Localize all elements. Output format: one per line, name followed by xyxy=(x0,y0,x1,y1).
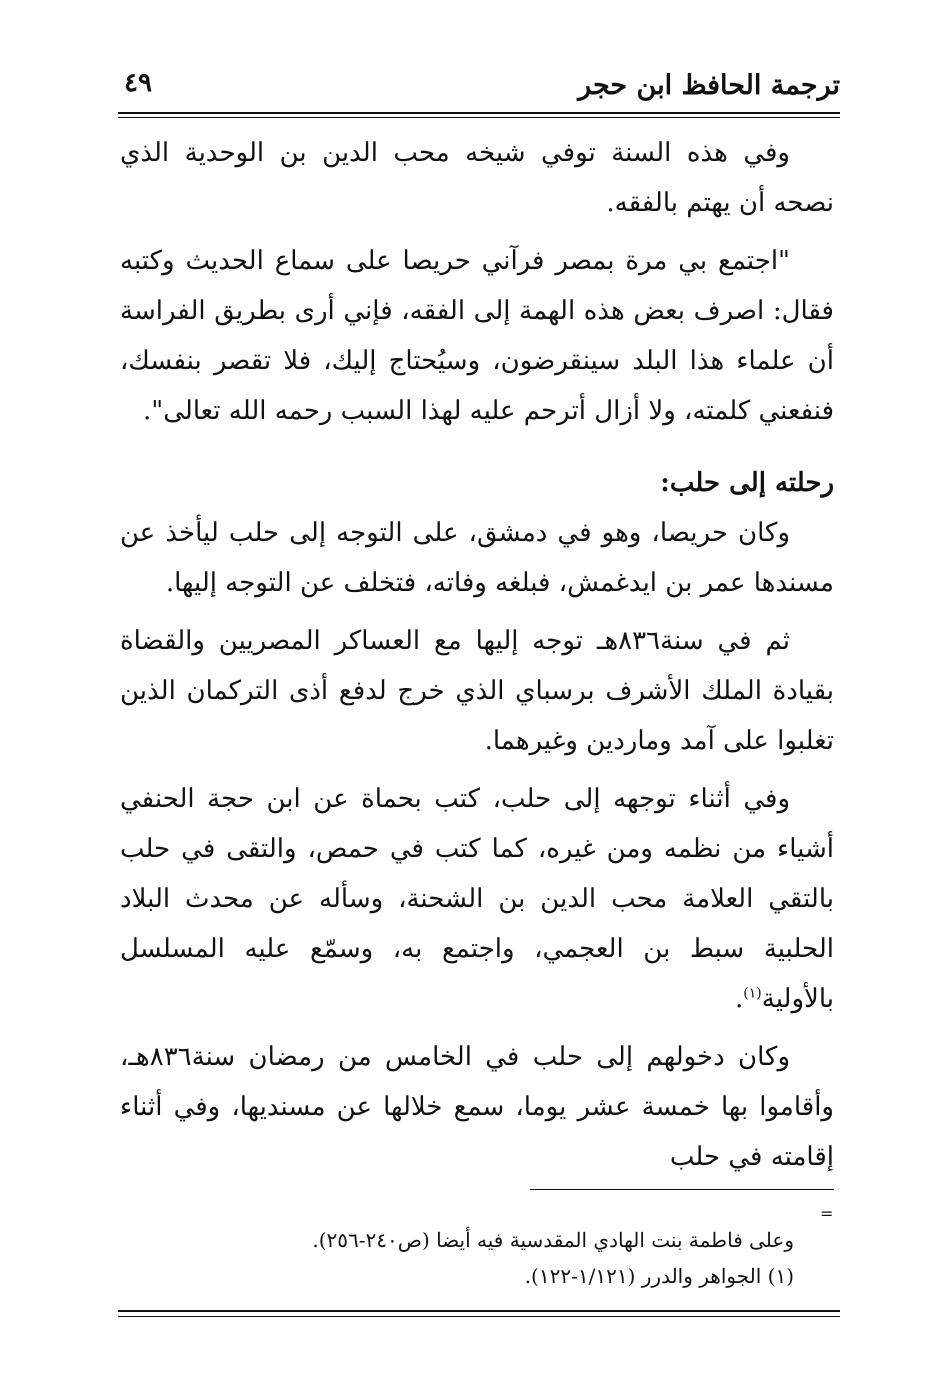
paragraph-quote: "اجتمع بي مرة بمصر فرآني حريصا على سماع الحديث وكتبه فقال: اصرف بعض هذه الهمة إلى الفقه، فإني أرى بطريق الفراسة أن علماء هذا البلد سينقرضون، وسيُحتاج إليك، فلا تقصر بنفسك، فنفعني كلمته، ولا أزال أترحم عليه لهذا السبب رحمه الله تعالى". xyxy=(120,246,834,426)
paragraph-5 xyxy=(120,774,834,1024)
page-number: ٤٩ xyxy=(124,68,152,98)
paragraph-3: وكان حريصا، وهو في دمشق، على التوجه إلى حلب ليأخذ عن مسندها عمر بن ايدغمش، فبلغه وفاته، فتخلف عن التوجه إليها. xyxy=(120,518,834,598)
bottom-rule xyxy=(118,1310,840,1312)
paragraph-4: ثم في سنة٨٣٦هـ توجه إليها مع العساكر المصريين والقضاة بقيادة الملك الأشرف برسباي الذي خرج لدفع أذى التركمان الذين تغلبوا على آمد وماردين وغيرهما. xyxy=(120,626,834,756)
bottom-rule-thin xyxy=(118,1316,840,1317)
main-text xyxy=(120,128,834,1190)
paragraph-5-end: . xyxy=(735,984,744,1014)
paragraph-5-text: وفي أثناء توجهه إلى حلب، كتب بحماة عن ابن حجة الحنفي أشياء من نظمه ومن غيره، كما كتب في حمص، والتقى في حلب بالتقي العلامة محب الدين بن الشحنة، وسأله عن محدث البلاد الحلبية سبط بن العجمي، واجتمع به، وسمّع عليه المسلسل بالأولية xyxy=(120,784,834,1014)
footnote-rule xyxy=(530,1189,834,1190)
header-rule xyxy=(118,112,840,114)
paragraph-6: وكان دخولهم إلى حلب في الخامس من رمضان سنة٨٣٦هـ، وأقاموا بها خمسة عشر يوما، سمع خلالها عن مسنديها، وفي أثناء إقامته في حلب xyxy=(120,1042,834,1172)
page-header xyxy=(118,62,840,112)
footnote-continuation-mark: = xyxy=(820,1204,834,1223)
header-rule-thin xyxy=(118,117,840,118)
footnotes xyxy=(300,1222,794,1294)
running-title: ترجمة الحافظ ابن حجر xyxy=(578,70,840,101)
footnote-1: (١) الجواهر والدرر (١/١٢١-١٢٢). xyxy=(524,1264,794,1288)
section-heading: رحلته إلى حلب: xyxy=(660,468,834,498)
paragraph-1: وفي هذه السنة توفي شيخه محب الدين بن الوحدية الذي نصحه أن يهتم بالفقه. xyxy=(120,138,834,218)
footnote-reference: (١) xyxy=(743,985,762,1002)
footnote-continued: وعلى فاطمة بنت الهادي المقدسية فيه أيضا (ص٢٤٠-٢٥٦). xyxy=(312,1228,794,1252)
